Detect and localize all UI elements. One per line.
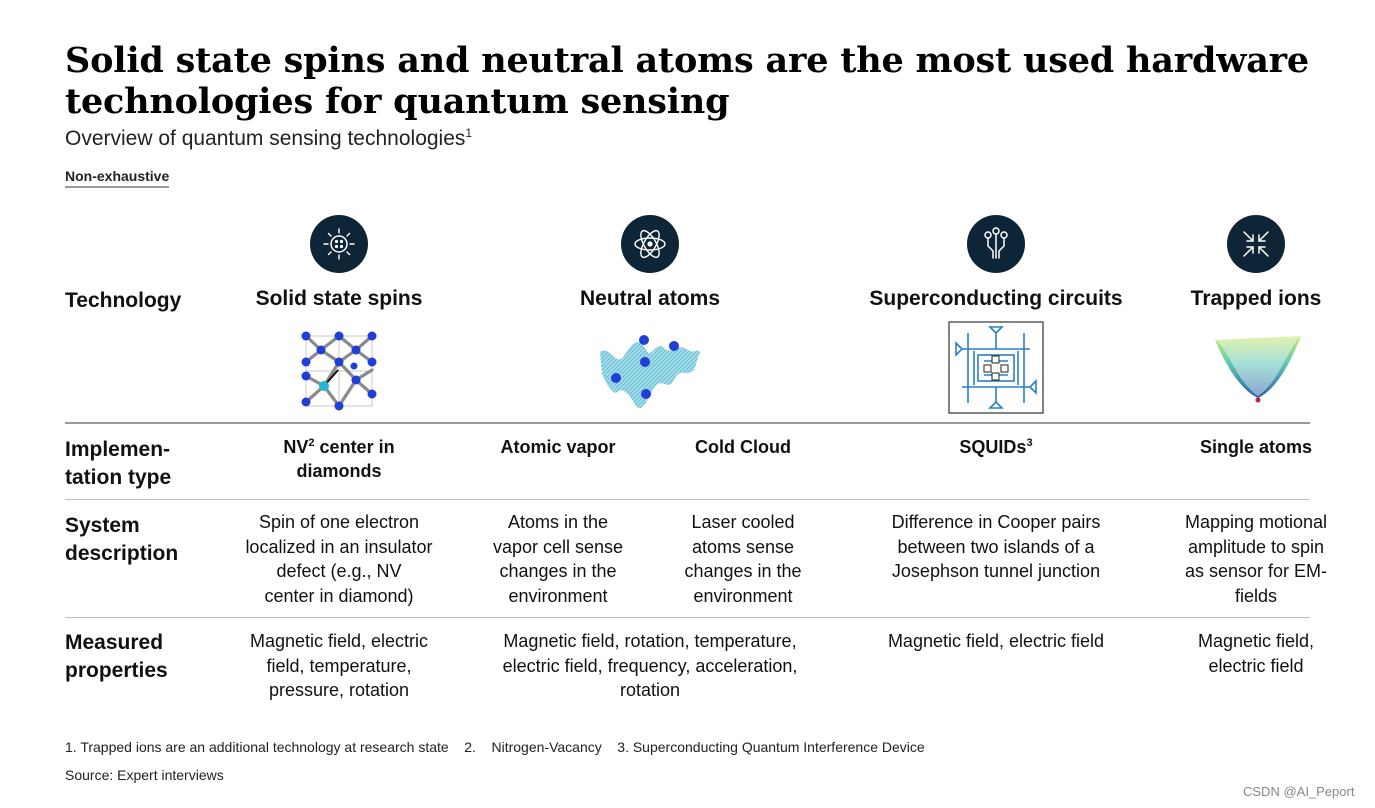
divider-technology [65, 422, 1310, 424]
subtitle-text: Overview of quantum sensing technologies [65, 127, 466, 150]
system-solid-state-spins: Spin of one electron localized in an insulator defect (e.g., NV center in diamond) [245, 512, 433, 606]
page-title: Solid state spins and neutral atoms are the most used hardware technologies for quantum sensing [65, 40, 1309, 122]
non-exhaustive-tag: Non-exhaustive [65, 168, 169, 188]
impl-nv-footnote-marker: 2 [308, 437, 315, 449]
row-header-technology: Technology [65, 289, 182, 312]
impl-nv-center [239, 435, 439, 483]
measured-trapped-ions: Magnetic field, electric field [1197, 631, 1315, 676]
converging-arrows-icon [1227, 215, 1285, 273]
footnotes: 1. Trapped ions are an additional technology at research state 2. Nitrogen-Vacancy 3. Superconducting Quantum Interference Device [65, 739, 925, 755]
page-subtitle [65, 127, 472, 151]
squid-circuit-illustration [948, 321, 1044, 414]
impl-squids-label: SQUIDs [959, 437, 1027, 457]
diamond-lattice-illustration [296, 322, 382, 414]
row-header-implementation-type: Implemen- tation type [65, 438, 172, 489]
atom-icon [621, 215, 679, 273]
subtitle-footnote-marker: 1 [465, 126, 473, 140]
watermark: CSDN @AI_Peport [1243, 784, 1355, 799]
system-atomic-vapor: Atoms in the vapor cell sense changes in the environment [492, 512, 624, 606]
impl-squids-footnote-marker: 3 [1026, 437, 1033, 449]
system-trapped-ions: Mapping motional amplitude to spin as sensor for EM- fields [1184, 512, 1328, 606]
measured-solid-state-spins: Magnetic field, electric field, temperature, pressure, rotation [249, 631, 429, 700]
impl-single-atoms: Single atoms [1199, 437, 1313, 457]
source-note: Source: Expert interviews [65, 767, 224, 783]
measured-neutral-atoms: Magnetic field, rotation, temperature, electric field, frequency, acceleration, rotation [502, 631, 798, 700]
circuit-icon [967, 215, 1025, 273]
column-header-neutral-atoms: Neutral atoms [579, 287, 721, 310]
measured-superconducting-circuits: Magnetic field, electric field [887, 631, 1105, 651]
impl-cold-cloud: Cold Cloud [695, 437, 791, 457]
chip-icon [310, 215, 368, 273]
impl-squids [896, 435, 1096, 459]
system-superconducting-circuits: Difference in Cooper pairs between two islands of a Josephson tunnel junction [891, 512, 1101, 581]
impl-nv-rest: center in diamonds [296, 437, 395, 481]
impl-atomic-vapor: Atomic vapor [500, 437, 616, 457]
atom-wave-illustration [598, 326, 702, 418]
row-header-measured-properties: Measured properties [65, 631, 168, 682]
impl-nv-label: NV [283, 437, 309, 457]
column-header-trapped-ions: Trapped ions [1190, 287, 1322, 310]
divider-system-description [65, 617, 1310, 618]
column-header-superconducting-circuits: Superconducting circuits [869, 287, 1123, 310]
row-header-system-description: System description [65, 514, 179, 565]
column-header-solid-state-spins: Solid state spins [255, 287, 423, 310]
ion-trap-potential-illustration [1213, 332, 1303, 404]
system-cold-cloud: Laser cooled atoms sense changes in the environment [684, 512, 802, 606]
divider-implementation [65, 499, 1310, 500]
